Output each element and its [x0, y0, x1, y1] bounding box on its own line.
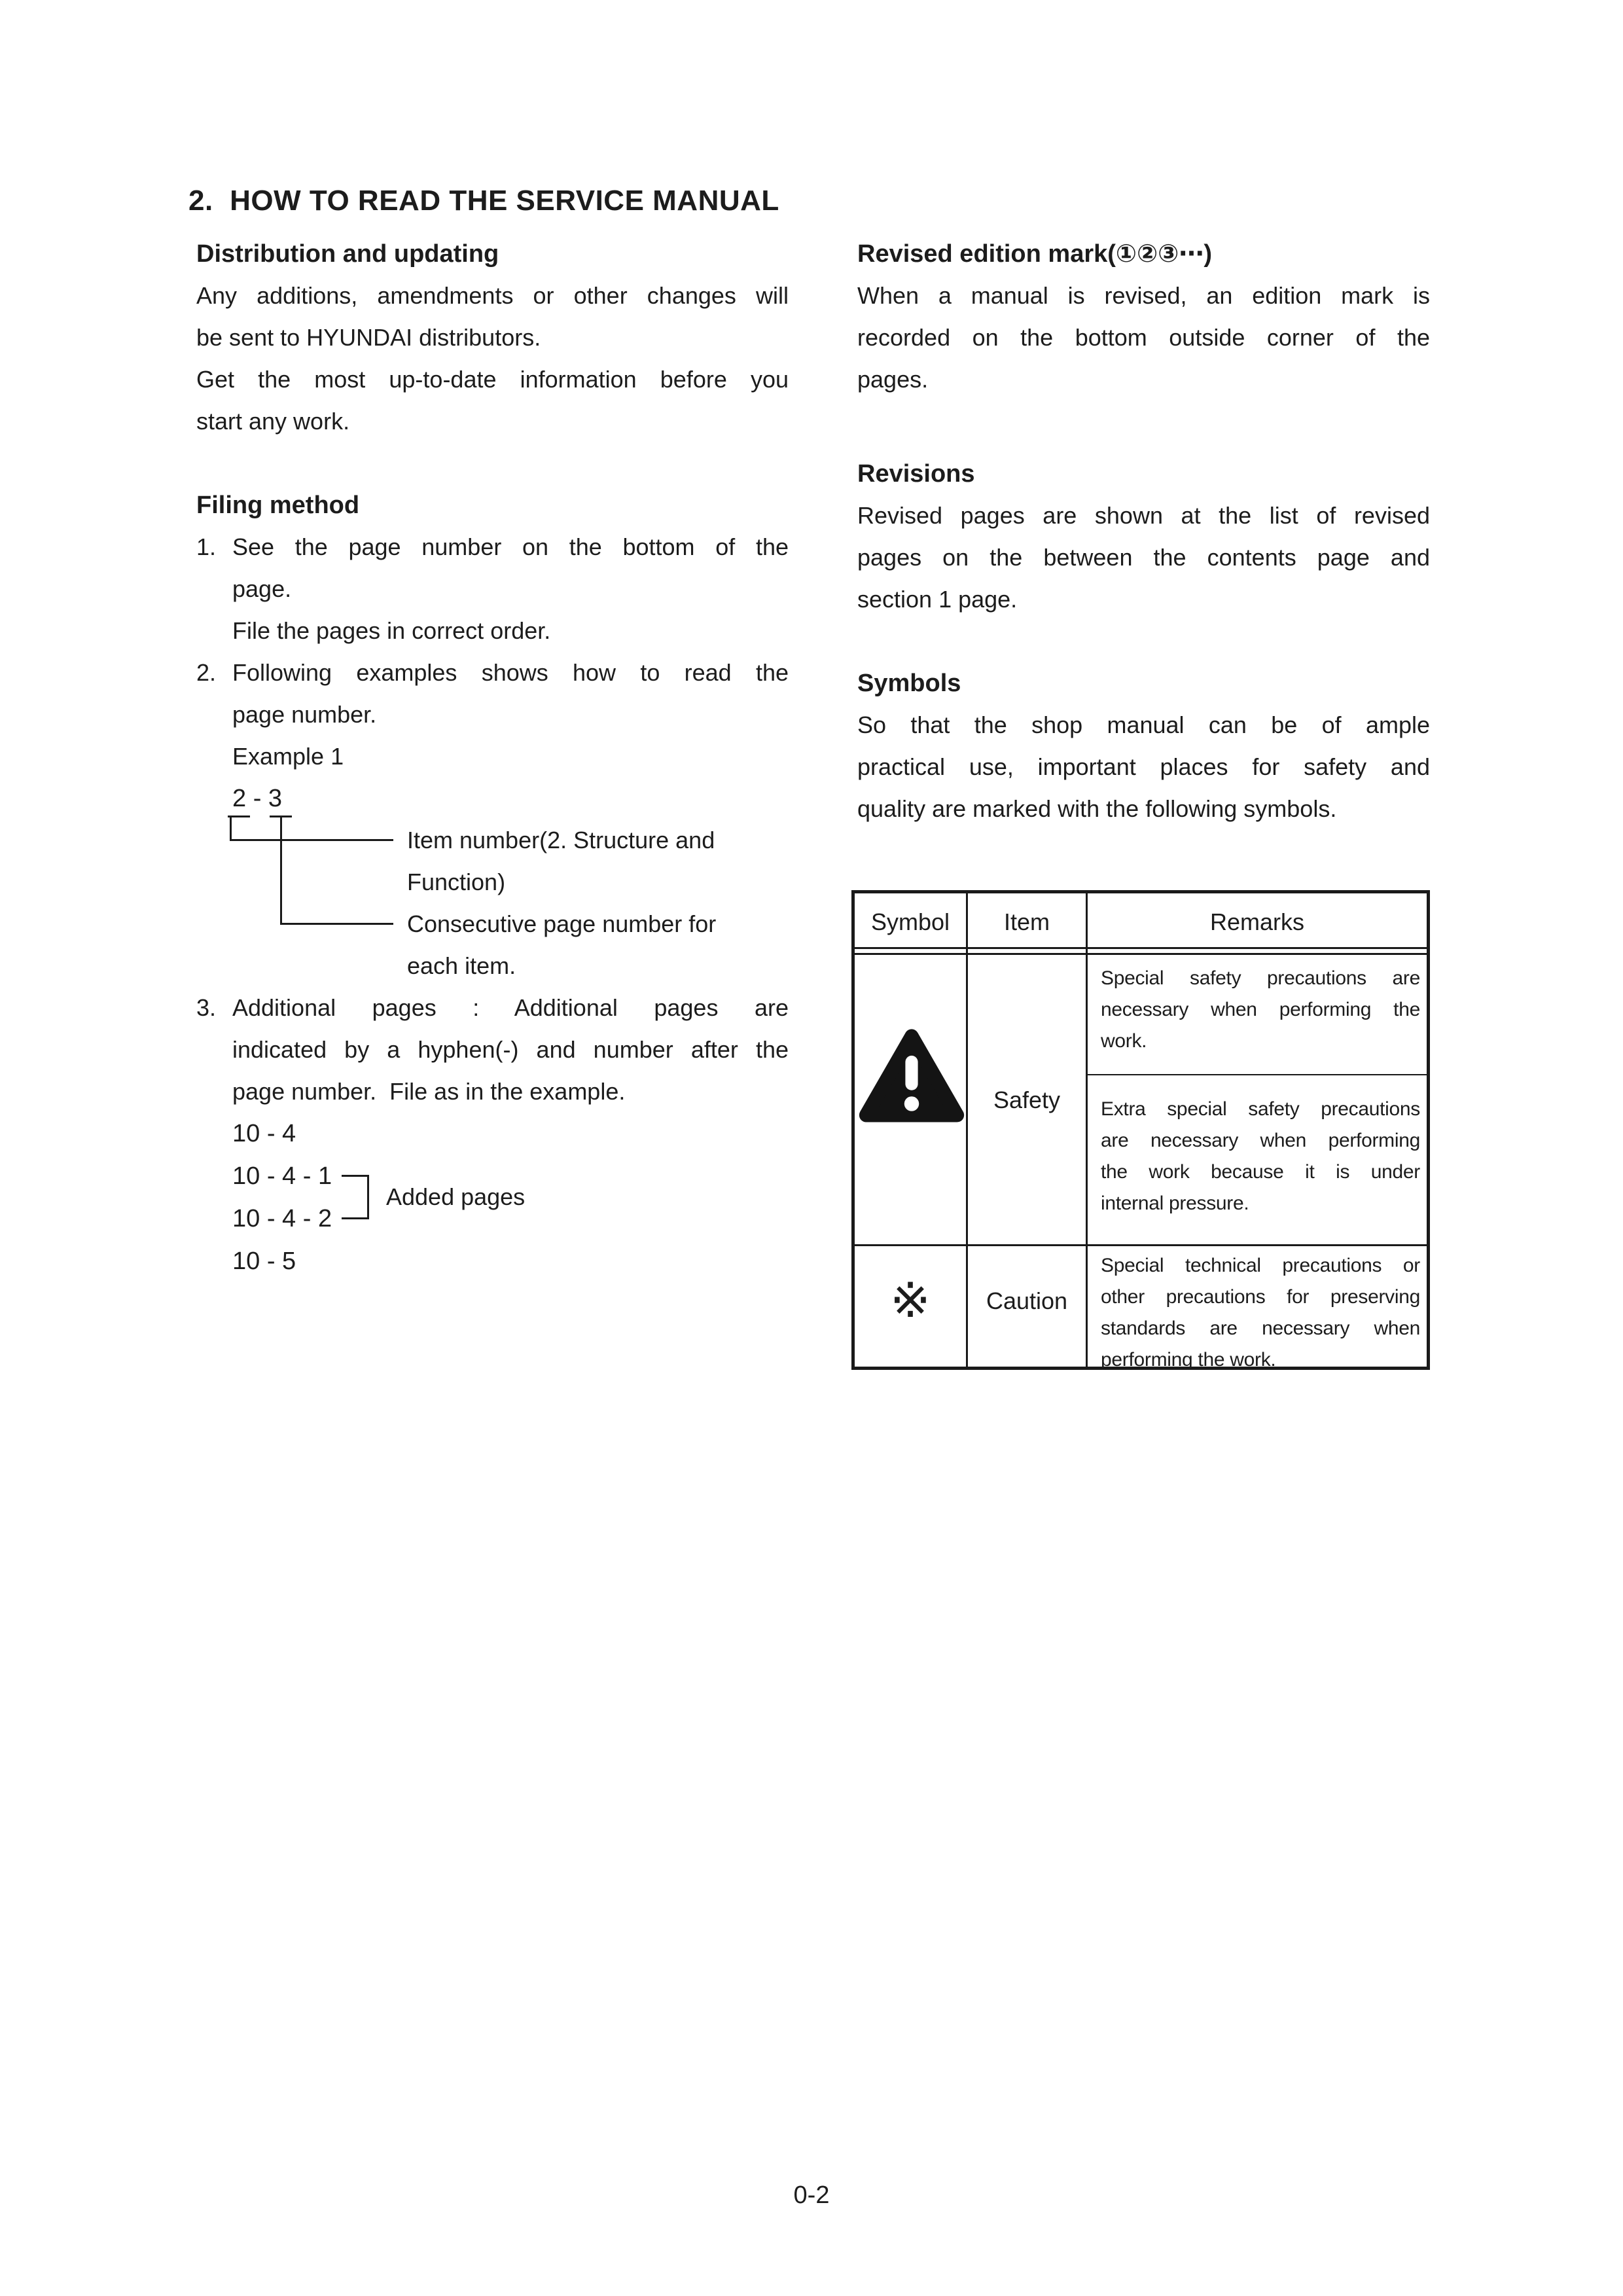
paragraph-symbols: [857, 704, 1430, 830]
filing-page-10-5: 10 - 5: [232, 1247, 296, 1275]
text-line: performing the work.: [1101, 1349, 1276, 1371]
text-line: Extra special safety precautions: [1101, 1098, 1420, 1120]
text-line: page.: [232, 575, 292, 602]
table-header-rule: [855, 947, 1427, 949]
paragraph-revisions: [857, 495, 1430, 620]
warning-triangle-icon: [857, 1024, 966, 1124]
text-line: Consecutive page number for: [407, 910, 717, 937]
diagram-label-item-number: [407, 819, 787, 903]
text-line: internal pressure.: [1101, 1193, 1249, 1214]
text-line: are necessary when performing: [1101, 1130, 1420, 1151]
example-label: Example 1: [232, 743, 344, 770]
heading-distribution-and-updating: Distribution and updating: [196, 240, 499, 268]
example-page-number: 2 - 3: [232, 785, 283, 812]
column-header-item: Item: [1003, 908, 1050, 935]
text-line: section 1 page.: [857, 586, 1018, 613]
reference-mark-icon: ※: [889, 1273, 931, 1327]
remarks-safety-general: [1101, 963, 1420, 1057]
text-line: necessary when performing the: [1101, 999, 1420, 1020]
heading-revisions: Revisions: [857, 460, 975, 488]
text-line: work.: [1101, 1030, 1147, 1052]
text-line: File the pages in correct order.: [232, 617, 551, 644]
heading-filing-method: Filing method: [196, 492, 360, 519]
paragraph-revised-edition: [857, 275, 1430, 401]
text-line: Item number(2. Structure and: [407, 827, 715, 853]
text-line: Special safety precautions are: [1101, 967, 1420, 989]
symbols-table: [851, 890, 1430, 1370]
page-number: 0-2: [793, 2181, 830, 2209]
text-line: quality are marked with the following symbols.: [857, 795, 1337, 822]
text-line: start any work.: [196, 408, 350, 435]
text-line: Revised pages are shown at the list of revised: [857, 502, 1430, 529]
text-line: indicated by a hyphen(-) and number after the: [232, 1036, 789, 1063]
diagram-connector-horizontal-item: [230, 839, 393, 841]
item-label-safety: Safety: [993, 1086, 1061, 1113]
bracket-bottom-tick: [342, 1217, 369, 1219]
text-line: Special technical precautions or: [1101, 1255, 1420, 1276]
item-label-caution: Caution: [986, 1287, 1068, 1314]
text-line: practical use, important places for safety and: [857, 753, 1430, 780]
list-item-2: [232, 652, 789, 736]
text-line: pages.: [857, 366, 929, 393]
text-line: each item.: [407, 952, 516, 979]
diagram-connector-vertical-page: [280, 816, 282, 925]
text-line: the work because it is under: [1101, 1161, 1420, 1183]
heading-symbols: Symbols: [857, 670, 961, 697]
text-line: See the page number on the bottom of the: [232, 533, 789, 560]
column-header-symbol: Symbol: [870, 908, 950, 935]
text-line: page number. File as in the example.: [232, 1078, 626, 1105]
text-line: be sent to HYUNDAI distributors.: [196, 324, 541, 351]
diagram-connector-vertical-item: [230, 816, 232, 841]
list-number: 2.: [196, 659, 217, 686]
list-item-1: [232, 526, 789, 652]
diagram-connector-horizontal-page: [280, 923, 393, 925]
remarks-caution: [1101, 1250, 1420, 1376]
remarks-safety-pressure: [1101, 1094, 1420, 1219]
filing-page-10-4-1: 10 - 4 - 1: [232, 1162, 332, 1190]
text-line: pages on the between the contents page and: [857, 544, 1430, 571]
text-line: Following examples shows how to read the: [232, 659, 789, 686]
text-line: recorded on the bottom outside corner of the: [857, 324, 1430, 351]
text-line: So that the shop manual can be of ample: [857, 711, 1430, 738]
table-row-divider: [855, 1244, 1427, 1246]
text-line: Get the most up-to-date information before you: [196, 366, 789, 393]
column-header-remarks: Remarks: [1209, 908, 1305, 935]
heading-revised-edition-mark: Revised edition mark(①②③⋯): [857, 240, 1213, 268]
added-pages-label: Added pages: [386, 1183, 526, 1210]
bracket-top-tick: [342, 1175, 369, 1177]
paragraph-distribution: [196, 275, 789, 442]
list-number: 3.: [196, 994, 217, 1021]
page-title: 2. HOW TO READ THE SERVICE MANUAL: [188, 185, 779, 217]
table-remarks-subdivider: [1088, 1074, 1427, 1075]
text-line: Additional pages : Additional pages are: [232, 994, 789, 1021]
filing-page-10-4-2: 10 - 4 - 2: [232, 1205, 332, 1232]
text-line: page number.: [232, 701, 377, 728]
text-line: Any additions, amendments or other changes will: [196, 282, 789, 309]
bracket-vertical: [367, 1175, 369, 1219]
text-line: standards are necessary when: [1101, 1318, 1420, 1339]
filing-page-10-4: 10 - 4: [232, 1120, 296, 1147]
text-line: other precautions for preserving: [1101, 1286, 1420, 1308]
text-line: When a manual is revised, an edition mark is: [857, 282, 1430, 309]
table-header-rule: [855, 953, 1427, 955]
text-line: Function): [407, 869, 506, 895]
list-number: 1.: [196, 533, 217, 560]
list-item-3: [232, 987, 789, 1113]
diagram-label-consecutive-page: [407, 903, 787, 987]
